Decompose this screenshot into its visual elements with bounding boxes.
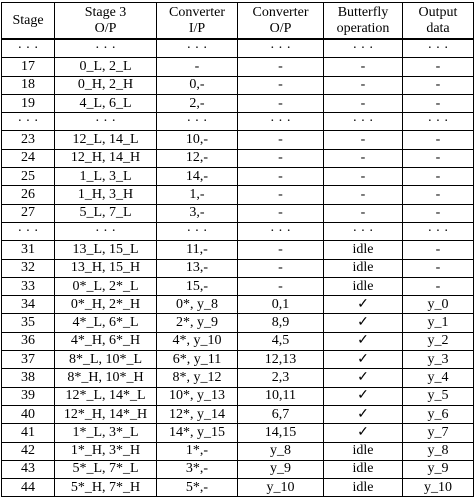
table-row	[2, 479, 474, 497]
table-cell: -	[324, 186, 403, 204]
table-cell: 24	[2, 149, 55, 167]
table-cell: 4*_H, 6*_H	[55, 332, 157, 350]
table-row	[2, 39, 474, 58]
table-cell: ✓	[324, 405, 403, 423]
table-row	[2, 131, 474, 149]
table-cell: 35	[2, 314, 55, 332]
table-cell: y_7	[403, 424, 474, 442]
table-cell: idle	[324, 259, 403, 277]
table-cell: 0_L, 2_L	[55, 58, 157, 76]
table-cell: -	[238, 277, 324, 295]
table-cell: ✓	[324, 387, 403, 405]
column-header-line: Output	[418, 4, 458, 20]
table-cell: 0*_H, 2*_H	[55, 296, 157, 314]
table-cell: · · ·	[2, 222, 55, 240]
table-cell: 41	[2, 424, 55, 442]
column-header-line: Converter	[169, 4, 225, 20]
column-header-line: O/P	[269, 20, 292, 36]
table-cell: 8*, y_12	[157, 369, 238, 387]
table-cell: y_9	[403, 460, 474, 478]
table-cell: 40	[2, 405, 55, 423]
table-cell: 23	[2, 131, 55, 149]
table-cell: 2,3	[238, 369, 324, 387]
table-cell: -	[238, 168, 324, 186]
table-cell: -	[403, 168, 474, 186]
table-cell: -	[403, 186, 474, 204]
table-cell: 37	[2, 351, 55, 369]
table-cell: -	[238, 58, 324, 76]
table-cell: -	[324, 131, 403, 149]
table-cell: ✓	[324, 424, 403, 442]
table-cell: y_5	[403, 387, 474, 405]
table-row	[2, 351, 474, 369]
table-cell: -	[403, 277, 474, 295]
table-cell: y_0	[403, 296, 474, 314]
table-cell: 1*_L, 3*_L	[55, 424, 157, 442]
table-cell: idle	[324, 479, 403, 497]
table-row	[2, 113, 474, 131]
table-cell: 12*_L, 14*_L	[55, 387, 157, 405]
table-cell: 8,9	[238, 314, 324, 332]
table-cell: 12,-	[157, 149, 238, 167]
table-cell: 14,-	[157, 168, 238, 186]
schedule-table	[1, 2, 474, 497]
table-cell: 5*_H, 7*_H	[55, 479, 157, 497]
table-cell: -	[157, 58, 238, 76]
column-header-line: Converter	[252, 4, 309, 20]
table-cell: 13,-	[157, 259, 238, 277]
table-cell: -	[403, 76, 474, 94]
table-cell: y_8	[238, 442, 324, 460]
table-cell: 0_H, 2_H	[55, 76, 157, 94]
table-cell: 18	[2, 76, 55, 94]
table-cell: 8*_L, 10*_L	[55, 351, 157, 369]
column-header-line: Stage 3	[84, 4, 127, 20]
table-cell: -	[238, 204, 324, 222]
table-cell: ✓	[324, 314, 403, 332]
table-cell: -	[403, 94, 474, 112]
column-header-line: Butterfly	[337, 4, 389, 20]
table-row	[2, 387, 474, 405]
table-header	[2, 3, 474, 40]
table-cell: -	[324, 149, 403, 167]
table-cell: 14*, y_15	[157, 424, 238, 442]
table-cell: 10*, y_13	[157, 387, 238, 405]
table-row	[2, 168, 474, 186]
header-row	[2, 3, 474, 40]
table-cell: 2*, y_9	[157, 314, 238, 332]
table-cell: y_10	[403, 479, 474, 497]
table-cell: -	[324, 168, 403, 186]
table-row	[2, 149, 474, 167]
table-cell: · · ·	[2, 39, 55, 58]
table-cell: 44	[2, 479, 55, 497]
table-cell: 26	[2, 186, 55, 204]
table-cell: · · ·	[403, 39, 474, 58]
table-cell: y_2	[403, 332, 474, 350]
table-cell: · · ·	[55, 222, 157, 240]
table-cell: 0*, y_8	[157, 296, 238, 314]
table-row	[2, 296, 474, 314]
table-cell: 5*,-	[157, 479, 238, 497]
table-cell: 12_L, 14_L	[55, 131, 157, 149]
table-cell: -	[403, 241, 474, 259]
table-row	[2, 94, 474, 112]
column-header-line: operation	[336, 20, 390, 36]
table-cell: 25	[2, 168, 55, 186]
table-cell: 6*, y_11	[157, 351, 238, 369]
table-cell: idle	[324, 241, 403, 259]
table-cell: y_10	[238, 479, 324, 497]
table-cell: 0,1	[238, 296, 324, 314]
table-cell: -	[403, 259, 474, 277]
table-cell: 27	[2, 204, 55, 222]
table-cell: · · ·	[324, 113, 403, 131]
table-cell: 1,-	[157, 186, 238, 204]
table-cell: 17	[2, 58, 55, 76]
table-row	[2, 314, 474, 332]
table-row	[2, 76, 474, 94]
table-cell: 13_H, 15_H	[55, 259, 157, 277]
table-cell: · · ·	[157, 222, 238, 240]
column-header-line: data	[426, 20, 450, 36]
table-row	[2, 405, 474, 423]
table-cell: -	[238, 241, 324, 259]
table-cell: 36	[2, 332, 55, 350]
table-cell: -	[238, 131, 324, 149]
table-cell: 10,11	[238, 387, 324, 405]
table-cell: -	[238, 76, 324, 94]
table-cell: 6,7	[238, 405, 324, 423]
table-row	[2, 186, 474, 204]
table-body	[2, 39, 474, 497]
table-cell: -	[238, 94, 324, 112]
column-header-line: I/P	[188, 20, 206, 36]
table-row	[2, 58, 474, 76]
table-row	[2, 277, 474, 295]
table-cell: 4*, y_10	[157, 332, 238, 350]
table-cell: 10,-	[157, 131, 238, 149]
table-cell: 4_L, 6_L	[55, 94, 157, 112]
table-cell: 0*_L, 2*_L	[55, 277, 157, 295]
table-cell: idle	[324, 442, 403, 460]
table-cell: 13_L, 15_L	[55, 241, 157, 259]
table-cell: · · ·	[238, 222, 324, 240]
table-cell: · · ·	[238, 39, 324, 58]
table-cell: -	[324, 94, 403, 112]
table-cell: 5_L, 7_L	[55, 204, 157, 222]
table-cell: 15,-	[157, 277, 238, 295]
table-cell: -	[324, 58, 403, 76]
column-header	[2, 3, 55, 40]
table-cell: · · ·	[55, 39, 157, 58]
table-cell: -	[403, 58, 474, 76]
table-cell: y_3	[403, 351, 474, 369]
table-cell: -	[403, 204, 474, 222]
table-cell: 33	[2, 277, 55, 295]
table-row	[2, 259, 474, 277]
table-cell: 39	[2, 387, 55, 405]
table-cell: · · ·	[403, 222, 474, 240]
table-row	[2, 460, 474, 478]
table-cell: y_1	[403, 314, 474, 332]
table-cell: y_9	[238, 460, 324, 478]
table-cell: · · ·	[238, 113, 324, 131]
table-cell: 14,15	[238, 424, 324, 442]
column-header-line: O/P	[94, 20, 117, 36]
table-cell: · · ·	[55, 113, 157, 131]
table-cell: · · ·	[324, 222, 403, 240]
table-cell: 4*_L, 6*_L	[55, 314, 157, 332]
table-cell: 38	[2, 369, 55, 387]
table-row	[2, 204, 474, 222]
column-header	[238, 3, 324, 40]
table-cell: 34	[2, 296, 55, 314]
table-cell: idle	[324, 277, 403, 295]
table-cell: -	[238, 149, 324, 167]
table-cell: 0,-	[157, 76, 238, 94]
column-header	[403, 3, 474, 40]
column-header	[55, 3, 157, 40]
table-cell: -	[238, 186, 324, 204]
table-cell: y_6	[403, 405, 474, 423]
table-cell: idle	[324, 460, 403, 478]
table-cell: -	[238, 259, 324, 277]
table-cell: y_4	[403, 369, 474, 387]
table-cell: 19	[2, 94, 55, 112]
table-cell: 12*_H, 14*_H	[55, 405, 157, 423]
table-row	[2, 332, 474, 350]
table-cell: y_8	[403, 442, 474, 460]
table-cell: 5*_L, 7*_L	[55, 460, 157, 478]
table-cell: ✓	[324, 332, 403, 350]
table-cell: 2,-	[157, 94, 238, 112]
table-cell: 31	[2, 241, 55, 259]
table-cell: · · ·	[157, 39, 238, 58]
table-cell: 12_H, 14_H	[55, 149, 157, 167]
table-row	[2, 424, 474, 442]
table-cell: 1_L, 3_L	[55, 168, 157, 186]
table-cell: 11,-	[157, 241, 238, 259]
table-cell: -	[403, 149, 474, 167]
table-cell: 12*, y_14	[157, 405, 238, 423]
table-cell: 3,-	[157, 204, 238, 222]
table-cell: -	[403, 131, 474, 149]
table-cell: 42	[2, 442, 55, 460]
table-cell: 8*_H, 10*_H	[55, 369, 157, 387]
table-cell: 1*_H, 3*_H	[55, 442, 157, 460]
table-row	[2, 241, 474, 259]
column-header	[157, 3, 238, 40]
table-cell: -	[324, 76, 403, 94]
table-cell: ✓	[324, 351, 403, 369]
column-header-line: Stage	[12, 12, 44, 28]
table-cell: 43	[2, 460, 55, 478]
table-cell: 32	[2, 259, 55, 277]
table-cell: 1_H, 3_H	[55, 186, 157, 204]
table-cell: · · ·	[403, 113, 474, 131]
table-cell: ✓	[324, 296, 403, 314]
table-row	[2, 442, 474, 460]
table-cell: 1*,-	[157, 442, 238, 460]
table-cell: · · ·	[157, 113, 238, 131]
table-row	[2, 222, 474, 240]
table-cell: ✓	[324, 369, 403, 387]
table-row	[2, 369, 474, 387]
column-header	[324, 3, 403, 40]
table-cell: 12,13	[238, 351, 324, 369]
table-cell: · · ·	[324, 39, 403, 58]
table-cell: · · ·	[2, 113, 55, 131]
table-cell: 4,5	[238, 332, 324, 350]
table-cell: -	[324, 204, 403, 222]
table-cell: 3*,-	[157, 460, 238, 478]
